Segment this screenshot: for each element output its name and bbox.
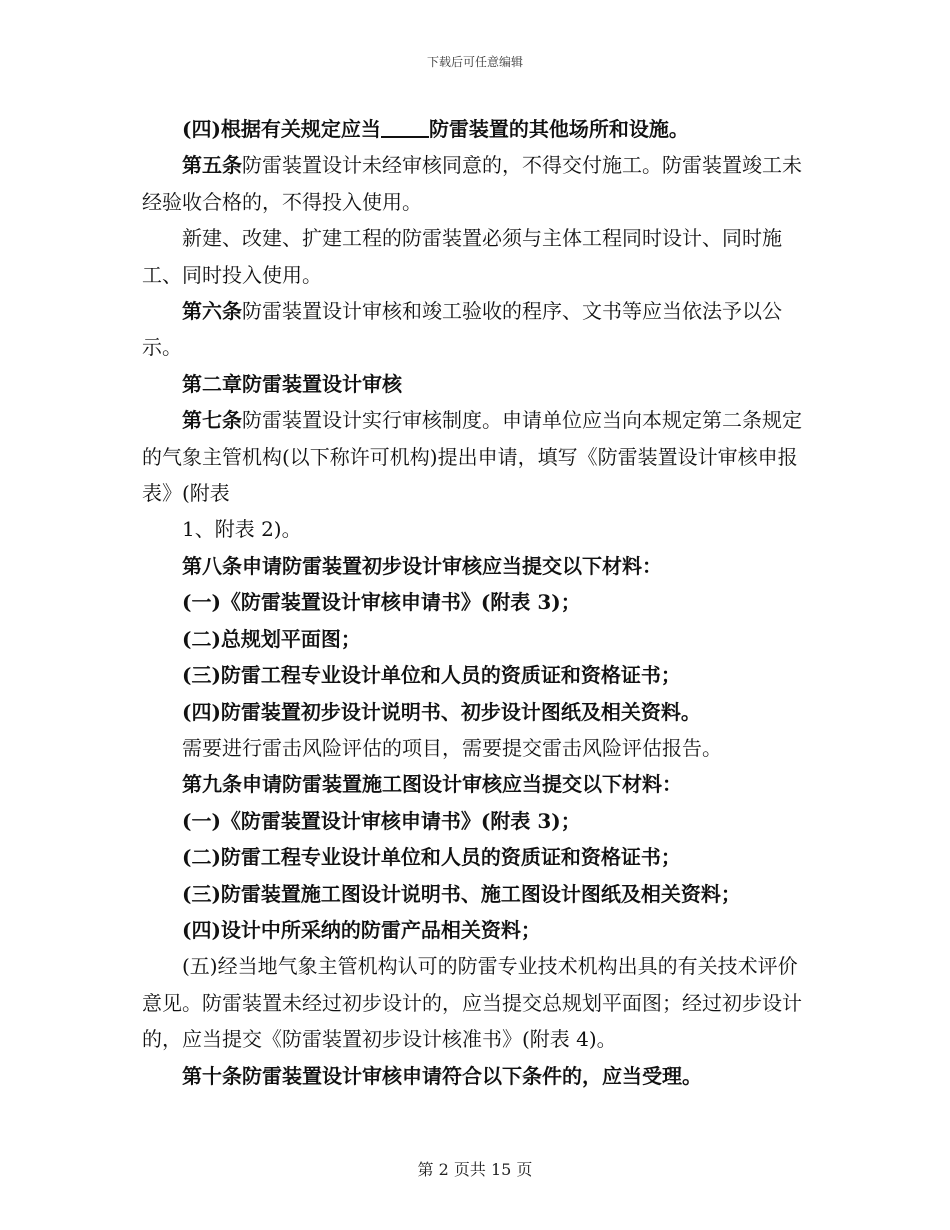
fill-in-blank (381, 118, 429, 138)
document-body (142, 111, 802, 1094)
article-number: 第五条 (182, 153, 242, 178)
article-number: 第六条 (182, 299, 242, 324)
paragraph: 1、附表 2)。 (182, 517, 302, 542)
text-segment: 防雷装置设计实行审核制度。申请单位应当向本规定第二条规定的气象主管机构(以下称许可机构)提出申请，填写《防雷装置设计审核申报表》(附表 (142, 408, 802, 506)
paragraph: 需要进行雷击风险评估的项目，需要提交雷击风险评估报告。 (182, 735, 722, 760)
text-segment: 防雷装置设计未经审核同意的，不得交付施工。防雷装置竣工未经验收合格的，不得投入使用。 (142, 153, 802, 214)
list-item: (三)防雷装置施工图设计说明书、施工图设计图纸及相关资料； (182, 881, 741, 906)
list-item: (一)《防雷装置设计审核申请书》(附表 3)； (182, 808, 581, 833)
list-item: (五)经当地气象主管机构认可的防雷专业技术机构出具的有关技术评价意见。防雷装置未经过初步设计的，应当提交总规划平面图；经过初步设计的，应当提交《防雷装置初步设计核准书》(附表 4)。 (142, 954, 802, 1052)
paragraph (142, 147, 802, 220)
list-item: (四)设计中所采纳的防雷产品相关资料； (182, 917, 541, 942)
paragraph: 新建、改建、扩建工程的防雷装置必须与主体工程同时设计、同时施工、同时投入使用。 (142, 226, 782, 287)
paragraph (142, 293, 802, 366)
list-item: (三)防雷工程专业设计单位和人员的资质证和资格证书； (182, 663, 681, 688)
chapter-heading: 第二章防雷装置设计审核 (182, 371, 402, 396)
text-segment: 防雷装置的其他场所和设施。 (428, 117, 689, 141)
text-segment: 防雷装置设计审核和竣工验收的程序、文书等应当依法予以公示。 (142, 299, 782, 360)
page-header-note: 下载后可任意编辑 (426, 55, 523, 69)
list-item: (二)防雷工程专业设计单位和人员的资质证和资格证书； (182, 845, 681, 870)
paragraph: 第十条防雷装置设计审核申请符合以下条件的，应当受理。 (182, 1063, 702, 1088)
article-number: 第七条 (182, 408, 242, 433)
paragraph (142, 402, 802, 511)
list-item: (二)总规划平面图； (182, 626, 361, 651)
paragraph (142, 111, 802, 147)
paragraph: 第九条申请防雷装置施工图设计审核应当提交以下材料： (182, 772, 682, 797)
page-footer-number: 第 2 页共 15 页 (417, 1160, 533, 1179)
paragraph: 第八条申请防雷装置初步设计审核应当提交以下材料： (182, 553, 662, 578)
text-segment: (四)根据有关规定应当 (182, 117, 381, 141)
list-item: (一)《防雷装置设计审核申请书》(附表 3)； (182, 590, 581, 615)
list-item: (四)防雷装置初步设计说明书、初步设计图纸及相关资料。 (182, 699, 701, 724)
